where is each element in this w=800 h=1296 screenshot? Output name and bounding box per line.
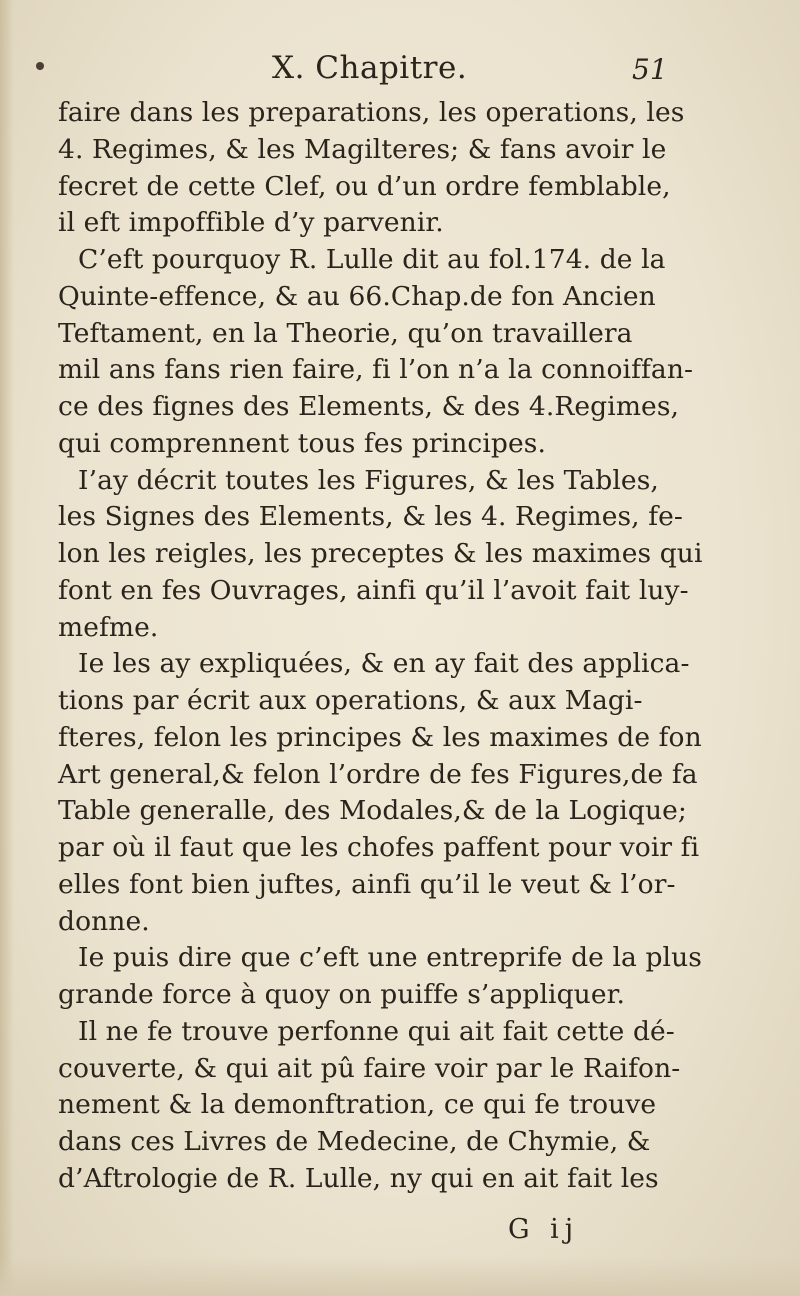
text-line: faire dans les preparations, les operations, les [58, 97, 685, 128]
paragraph-first-line: I’ay décrit toutes les Figures, & les Tables, [78, 464, 659, 496]
text-line: Table generalle, des Modales,& de la Logique; [58, 795, 687, 827]
text-line: font en fes Ouvrages, ainfi qu’il l’avoit fait luy- [58, 574, 689, 606]
page-edge-shadow [0, 0, 14, 1296]
text-line: elles font bien juftes, ainfi qu’il le veut & l’or- [58, 868, 676, 900]
running-head [0, 48, 800, 90]
text-line: il eft impoffible d’y parvenir. [58, 207, 444, 239]
text-line: lon les reigles, les preceptes & les maximes qui [58, 538, 703, 569]
text-line: mil ans fans rien faire, fi l’on n’a la connoiffan- [58, 354, 694, 386]
text-line: Teftament, en la Theorie, qu’on travaillera [58, 317, 633, 349]
text-line: les Signes des Elements, & les 4. Regimes, fe- [58, 501, 683, 533]
text-line: d’Aftrologie de R. Lulle, ny qui en ait fait les [58, 1162, 659, 1194]
paragraph-first-line: C’eft pourquoy R. Lulle dit au fol.174. de la [78, 244, 666, 275]
page-bottom-shadow [0, 1256, 800, 1296]
body-text [58, 95, 703, 1198]
text-line: couverte, & qui ait pû faire voir par le Raifon- [58, 1052, 681, 1084]
text-line: Quinte-effence, & au 66.Chap.de fon Ancien [58, 280, 656, 312]
text-line: tions par écrit aux operations, & aux Magi- [58, 685, 643, 716]
text-line: fecret de cette Clef, ou d’un ordre femblable, [58, 170, 671, 202]
paragraph-first-line: Il ne fe trouve perfonne qui ait fait cette dé- [78, 1015, 675, 1047]
text-line: ce des fignes des Elements, & des 4.Regimes, [58, 391, 680, 422]
chapter-title: X. Chapitre. [272, 50, 468, 86]
text-line: nement & la demonftration, ce qui fe trouve [58, 1089, 657, 1121]
text-line: par où il faut que les chofes paffent pour voir fi [58, 832, 700, 863]
paragraph-first-line: Ie les ay expliquées, & en ay fait des applica- [78, 648, 690, 680]
text-line: 4. Regimes, & les Magilteres; & fans avoir le [58, 133, 667, 165]
text-line: Art general,& felon l’ordre de fes Figures,de fa [58, 758, 698, 790]
paragraph-first-line: Ie puis dire que c’eft une entreprife de la plus [78, 942, 702, 974]
text-line: fteres, felon les principes & les maximes de fon [58, 721, 702, 753]
page-number: 51 [632, 53, 668, 86]
text-line: qui comprennent tous fes principes. [58, 427, 546, 459]
text-line: donne. [58, 905, 150, 937]
text-line: grande force à quoy on puiffe s’appliquer. [58, 979, 626, 1010]
signature-mark: G ij [508, 1214, 580, 1245]
text-line: dans ces Livres de Medecine, de Chymie, & [58, 1126, 651, 1157]
text-line: mefme. [58, 611, 159, 643]
